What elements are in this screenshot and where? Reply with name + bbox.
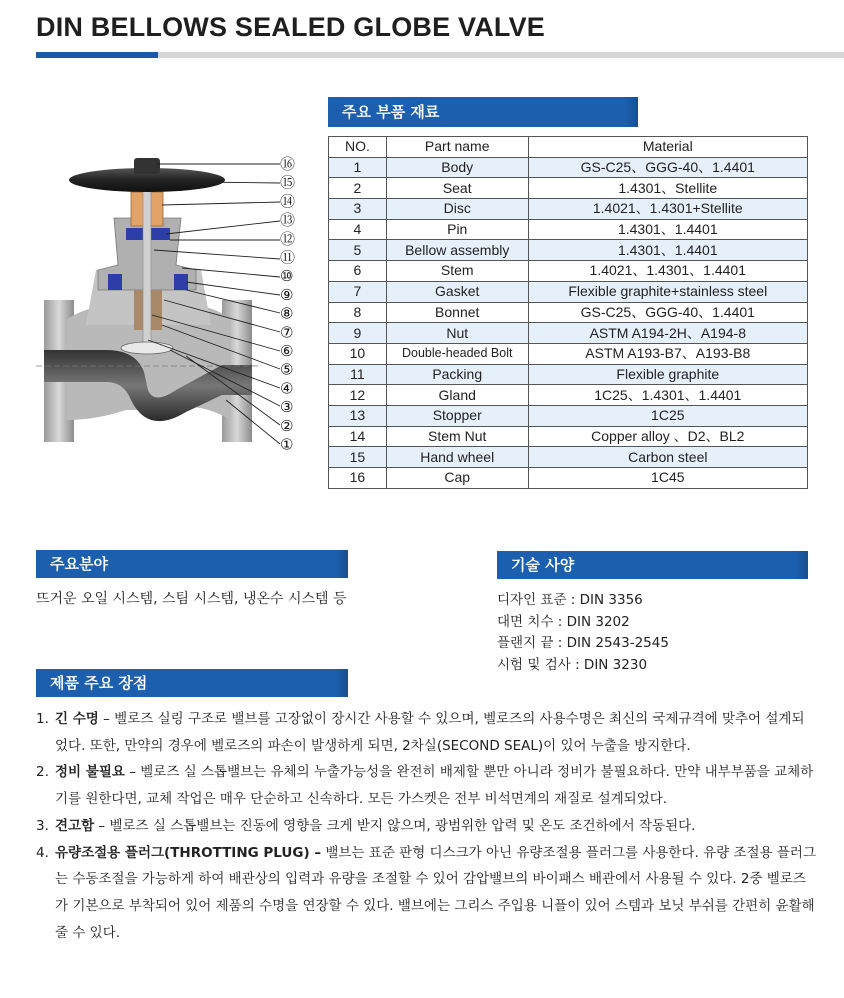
parts-table-row xyxy=(329,385,808,406)
cell-no: 16 xyxy=(329,468,387,489)
parts-table-row xyxy=(329,178,808,199)
callout-number: ⑨ xyxy=(280,285,294,304)
parts-table-row xyxy=(329,343,808,364)
merit-heading: 견고함 xyxy=(55,817,95,834)
merit-heading: 긴 수명 xyxy=(55,711,99,727)
merit-number: 4. xyxy=(36,844,49,861)
cell-no: 14 xyxy=(329,426,387,447)
cell-material: 1.4301、1.4401 xyxy=(528,240,807,261)
field-text: 뜨거운 오일 시스템, 스팀 시스템, 냉온수 시스템 등 xyxy=(36,591,347,607)
cell-part: Pin xyxy=(386,219,528,240)
cell-part: Stopper xyxy=(386,405,528,426)
callout-number: ⑧ xyxy=(280,304,294,323)
parts-table-row xyxy=(329,364,808,385)
merit-number: 2. xyxy=(36,764,49,781)
page-title: DIN BELLOWS SEALED GLOBE VALVE xyxy=(36,12,546,42)
cell-no: 6 xyxy=(329,261,387,282)
merits-list xyxy=(36,706,816,946)
title-underline xyxy=(36,52,844,58)
cell-part: Body xyxy=(386,157,528,178)
parts-table xyxy=(328,136,808,489)
merit-item xyxy=(36,759,816,812)
cell-no: 11 xyxy=(329,364,387,385)
cell-material: 1.4021、1.4301+Stellite xyxy=(528,199,807,220)
merit-text: – 벨로즈 실링 구조로 밸브를 고장없이 장시간 사용할 수 있으며, 벨로즈의 사용수명은 최신의 국제규격에 맞추어 설계되었다. 또한, 만약의 경우에 벨로즈의 파손이 발생하게 되면, 2차실(SECOND SEAL)이 있어 누출을 방지한다. xyxy=(55,711,805,754)
merit-item xyxy=(36,706,816,759)
cell-no: 15 xyxy=(329,447,387,468)
column-header-part: Part name xyxy=(386,137,528,158)
cell-no: 2 xyxy=(329,178,387,199)
cell-no: 9 xyxy=(329,323,387,344)
cell-part: Gasket xyxy=(386,281,528,302)
callout-number: ⑯ xyxy=(280,155,296,173)
column-header-material: Material xyxy=(528,137,807,158)
cell-material: Flexible graphite+stainless steel xyxy=(528,281,807,302)
cell-part: Bellow assembly xyxy=(386,240,528,261)
column-header-no: NO. xyxy=(329,137,387,158)
cell-material: 1C25、1.4301、1.4401 xyxy=(528,385,807,406)
parts-table-row xyxy=(329,302,808,323)
parts-table-row xyxy=(329,468,808,489)
cell-material: ASTM A194-2H、A194-8 xyxy=(528,323,807,344)
cell-no: 13 xyxy=(329,405,387,426)
cap xyxy=(134,158,160,174)
cell-no: 3 xyxy=(329,199,387,220)
cell-no: 12 xyxy=(329,385,387,406)
spec-item: 플랜지 끝 : DIN 2543-2545 xyxy=(497,635,669,651)
cell-no: 1 xyxy=(329,157,387,178)
cell-material: Carbon steel xyxy=(528,447,807,468)
callout-number: ⑥ xyxy=(280,342,294,360)
nut-right xyxy=(174,274,188,290)
parts-table-row xyxy=(329,426,808,447)
callout-number: ⑦ xyxy=(280,323,294,342)
cell-no: 10 xyxy=(329,343,387,364)
cell-material: GS-C25、GGG-40、1.4401 xyxy=(528,157,807,178)
cell-material: ASTM A193-B7、A193-B8 xyxy=(528,343,807,364)
callout-number: ④ xyxy=(280,379,294,398)
merit-item xyxy=(36,840,816,947)
callout-number: ⑭ xyxy=(280,192,296,211)
parts-table-header xyxy=(329,137,808,158)
cell-part: Cap xyxy=(386,468,528,489)
spec-list xyxy=(497,590,669,676)
parts-table-row xyxy=(329,240,808,261)
nut-left xyxy=(108,274,122,290)
parts-table-row xyxy=(329,157,808,178)
callout-number: ⑩ xyxy=(280,267,294,286)
parts-table-row xyxy=(329,323,808,344)
callout-number: ⑮ xyxy=(280,173,296,192)
cell-part: Hand wheel xyxy=(386,447,528,468)
merit-item xyxy=(36,813,816,840)
merits-section-heading: 제품 주요 장점 xyxy=(36,669,348,697)
cell-part: Packing xyxy=(386,364,528,385)
cell-no: 8 xyxy=(329,302,387,323)
spec-item: 디자인 표준 : DIN 3356 xyxy=(497,592,643,608)
cell-part: Stem xyxy=(386,261,528,282)
cell-part: Stem Nut xyxy=(386,426,528,447)
cell-material: GS-C25、GGG-40、1.4401 xyxy=(528,302,807,323)
cell-part: Seat xyxy=(386,178,528,199)
title-underline-accent xyxy=(36,52,158,58)
merit-number: 3. xyxy=(36,817,49,834)
cell-no: 7 xyxy=(329,281,387,302)
merit-heading: 정비 불필요 xyxy=(55,764,125,781)
cell-part: Double-headed Bolt xyxy=(386,343,528,364)
merit-text: – 벨로즈 실 스톱밸브는 유체의 누출가능성을 완전히 배제할 뿐만 아니라 정비가 불필요하다. 만약 내부부품을 교체하기를 원한다면, 교체 작업은 매우 단순하고 신속하다. 모든 가스켓은 전부 비석면계의 재질로 설계되었다. xyxy=(55,764,814,808)
field-section-heading: 주요분야 xyxy=(36,550,348,578)
valve-diagram xyxy=(36,150,306,460)
cell-no: 4 xyxy=(329,219,387,240)
parts-table-row xyxy=(329,219,808,240)
parts-table-row xyxy=(329,199,808,220)
cell-material: 1C25 xyxy=(528,405,807,426)
parts-section-heading: 주요 부품 재료 xyxy=(328,97,638,127)
merit-text: – 벨로즈 실 스톱밸브는 진동에 영향을 크게 받지 않으며, 광범위한 압력 및 온도 조건하에서 작동된다. xyxy=(94,817,696,834)
merit-number: 1. xyxy=(36,711,49,727)
spec-item: 대면 치수 : DIN 3202 xyxy=(497,613,630,630)
cell-material: Copper alloy 、D2、BL2 xyxy=(528,426,807,447)
cell-part: Nut xyxy=(386,323,528,344)
cell-part: Disc xyxy=(386,199,528,220)
callout-number: ⑪ xyxy=(280,248,296,267)
merit-text: 밸브는 표준 판형 디스크가 아닌 유량조절용 플러그를 사용한다. 유량 조절용 플러그는 수동조절을 가능하게 하여 배관상의 입력과 유량을 조절할 수 있어 감압밸브의 바이패스 배관에서 사용될 수 있다. 2중 벨로즈가 기본으로 부착되어 있어 제품의 수명을 연장할 수 있다. 밸브에는 그리스 주입용 니플이 있어 스템과 보닛 부쉬를 간편히 윤활해 줄 수 있다. xyxy=(55,844,816,941)
parts-table-row xyxy=(329,405,808,426)
merit-heading: 유량조절용 플러그(THROTTING PLUG) – xyxy=(55,844,322,861)
cell-part: Gland xyxy=(386,385,528,406)
cell-material: 1.4301、1.4401 xyxy=(528,219,807,240)
cell-material: 1C45 xyxy=(528,468,807,489)
cell-material: 1.4301、Stellite xyxy=(528,178,807,199)
callout-number: ③ xyxy=(280,398,294,417)
spec-section-heading: 기술 사양 xyxy=(497,551,808,579)
callout-number: ① xyxy=(280,435,294,454)
parts-table-row xyxy=(329,447,808,468)
cell-material: 1.4021、1.4301、1.4401 xyxy=(528,261,807,282)
callout-number: ⑬ xyxy=(280,211,296,230)
spec-item: 시험 및 검사 : DIN 3230 xyxy=(497,656,648,673)
stem xyxy=(143,180,151,350)
callout-number: ② xyxy=(280,416,294,435)
parts-table-row xyxy=(329,261,808,282)
callout-number: ⑫ xyxy=(280,229,296,248)
cell-material: Flexible graphite xyxy=(528,364,807,385)
parts-table-row xyxy=(329,281,808,302)
cell-part: Bonnet xyxy=(386,302,528,323)
cell-no: 5 xyxy=(329,240,387,261)
disc xyxy=(121,342,173,354)
callout-number: ⑤ xyxy=(280,360,294,379)
